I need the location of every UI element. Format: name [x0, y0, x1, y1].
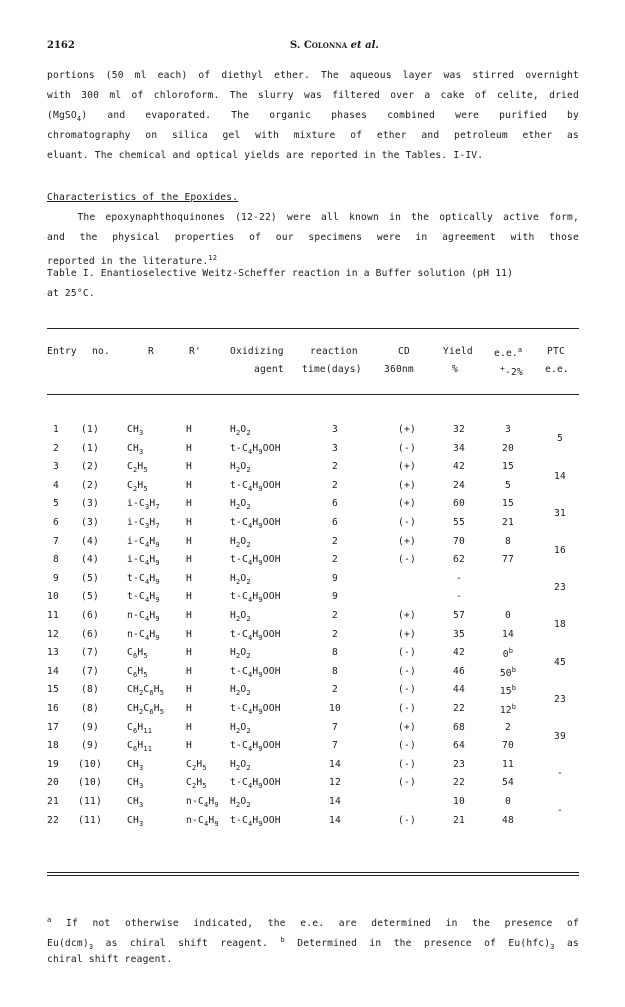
cell-cd: (+) — [398, 535, 416, 547]
footnote-line: $^a$ If not otherwise indicated, the e.e. are determined in the presence of — [47, 916, 579, 929]
table-body — [0, 424, 625, 864]
cell-agent: $t-C_4H_9OOH$ — [230, 628, 281, 642]
section-line: The epoxynaphthoquinones (12-22) were all known in the optically active form, — [47, 212, 579, 223]
cell-r: $C_6H_5$ — [127, 665, 148, 679]
cell-no: (8) — [81, 703, 99, 714]
cell-time: 14 — [329, 814, 341, 826]
cell-entry: 21 — [47, 796, 59, 807]
cell-ee: 15$^b$ — [499, 684, 517, 698]
cell-ee: 14 — [502, 628, 514, 640]
cell-time: 2 — [332, 479, 338, 491]
cell-yield: - — [456, 591, 462, 603]
cell-agent: $H_2O_2$ — [230, 647, 251, 661]
cell-entry: 9 — [53, 572, 59, 584]
table-header — [0, 346, 625, 386]
cell-entry: 20 — [47, 777, 59, 789]
cell-rp: H — [186, 628, 192, 640]
cell-no: (7) — [81, 647, 99, 659]
cell-time: 2 — [332, 554, 338, 566]
intro-paragraph — [47, 66, 579, 166]
cell-ee: 2 — [505, 721, 511, 733]
cell-ee: 77 — [502, 554, 514, 566]
header-ee-2: +-2% — [500, 364, 523, 378]
cell-rp: $n-C_4H_9$ — [186, 814, 219, 828]
cell-time: 6 — [332, 498, 338, 510]
cell-cd: (-) — [398, 665, 416, 677]
cell-ptc-ee: - — [557, 805, 563, 817]
header-ptc-2: e.e. — [545, 364, 569, 375]
cell-agent: $H_2O_2$ — [230, 684, 251, 698]
cell-entry: 19 — [47, 758, 59, 770]
cell-entry: 22 — [47, 814, 59, 826]
cell-ee: 5 — [505, 479, 511, 491]
cell-r: $t-C_4H_9$ — [127, 572, 160, 586]
cell-rp: H — [186, 442, 192, 454]
cell-time: 9 — [332, 591, 338, 603]
cell-time: 3 — [332, 442, 338, 454]
header-agent: Oxidizing — [230, 346, 284, 357]
cell-entry: 15 — [47, 684, 59, 696]
cell-yield: 21 — [453, 814, 465, 826]
cell-r: $CH_3$ — [127, 424, 144, 437]
cell-yield: 62 — [453, 554, 465, 566]
cell-ptc-ee: 5 — [557, 433, 563, 445]
running-title: S. Colonna et al. — [290, 40, 379, 51]
cell-ee: 3 — [505, 424, 511, 435]
cell-ee: 54 — [502, 777, 514, 789]
cell-ee: 15 — [502, 498, 514, 510]
section-line: reported in the literature.$^{12}$ — [47, 254, 218, 267]
cell-time: 9 — [332, 572, 338, 584]
cell-r: $C_2H_5$ — [127, 461, 148, 475]
cell-rp: H — [186, 479, 192, 491]
cell-rp: $n-C_4H_9$ — [186, 796, 219, 809]
cell-r: $i-C_3H_7$ — [127, 517, 160, 530]
cell-r: $CH_3$ — [127, 814, 144, 828]
cell-cd: (+) — [398, 479, 416, 491]
cell-yield: 32 — [453, 424, 465, 435]
cell-ee: 11 — [502, 758, 514, 770]
cell-no: (3) — [81, 517, 99, 528]
cell-agent: $t-C_4H_9OOH$ — [230, 554, 281, 568]
cell-no: (6) — [81, 628, 99, 640]
intro-line: with 300 ml of chloroform. The slurry was filtered over a cake of celite, dried — [47, 90, 579, 101]
cell-agent: $t-C_4H_9OOH$ — [230, 814, 281, 828]
cell-agent: $t-C_4H_9OOH$ — [230, 442, 281, 456]
header-entry: Entry — [47, 346, 77, 357]
cell-no: (7) — [81, 665, 99, 677]
cell-entry: 16 — [47, 703, 59, 714]
cell-yield: 23 — [453, 758, 465, 770]
cell-time: 3 — [332, 424, 338, 435]
cell-r: $i-C_4H_9$ — [127, 554, 160, 568]
cell-entry: 10 — [47, 591, 59, 603]
cell-cd: (+) — [398, 610, 416, 621]
cell-agent: $H_2O_2$ — [230, 610, 251, 623]
cell-cd: (-) — [398, 703, 416, 714]
cell-no: (2) — [81, 479, 99, 491]
cell-rp: H — [186, 572, 192, 584]
cell-yield: 64 — [453, 740, 465, 752]
cell-yield: 22 — [453, 777, 465, 789]
section-heading: Characteristics of the Epoxides. — [47, 192, 239, 203]
cell-yield: 70 — [453, 535, 465, 547]
cell-yield: 10 — [453, 796, 465, 807]
cell-r: $CH_3$ — [127, 796, 144, 809]
intro-line: (MgSO$_4$) and evaporated. The organic phases combined were purified by — [47, 110, 579, 123]
cell-agent: $t-C_4H_9OOH$ — [230, 665, 281, 679]
cell-ptc-ee: 23 — [554, 693, 566, 705]
cell-yield: 22 — [453, 703, 465, 714]
header-agent-2: agent — [254, 364, 284, 375]
cell-no: (5) — [81, 591, 99, 603]
cell-cd: (-) — [398, 814, 416, 826]
intro-line: chromatography on silica gel with mixture of ether and petroleum ether as — [47, 130, 579, 141]
cell-entry: 14 — [47, 665, 59, 677]
cell-entry: 4 — [53, 479, 59, 491]
cell-yield: 46 — [453, 665, 465, 677]
cell-yield: 24 — [453, 479, 465, 491]
intro-line: portions (50 ml each) of diethyl ether. The aqueous layer was stirred overnight — [47, 70, 579, 81]
cell-agent: $t-C_4H_9OOH$ — [230, 703, 281, 716]
cell-agent: $H_2O_2$ — [230, 721, 251, 735]
table-bottom-rule-2 — [47, 875, 579, 876]
cell-cd: (-) — [398, 647, 416, 659]
footnote-line: $Eu(dcm)_3$ as chiral shift reagent. $^b$ Determined in the presence of $Eu(hfc)_3$ as — [47, 936, 579, 951]
cell-yield: 34 — [453, 442, 465, 454]
footnote-line: chiral shift reagent. — [47, 954, 173, 965]
cell-cd: (+) — [398, 461, 416, 473]
cell-r: $C_2H_5$ — [127, 479, 148, 493]
header-yield: Yield — [443, 346, 473, 357]
table-top-rule — [47, 328, 579, 329]
cell-time: 10 — [329, 703, 341, 714]
cell-no: (4) — [81, 535, 99, 547]
cell-no: (9) — [81, 721, 99, 733]
header-yield-2: % — [452, 364, 458, 375]
cell-no: (11) — [78, 796, 102, 807]
cell-agent: $H_2O_2$ — [230, 796, 251, 809]
cell-ptc-ee: 14 — [554, 470, 566, 482]
cell-r: $CH_3$ — [127, 777, 144, 791]
cell-entry: 6 — [53, 517, 59, 528]
cell-agent: $H_2O_2$ — [230, 461, 251, 475]
cell-cd: (+) — [398, 424, 416, 435]
cell-time: 2 — [332, 461, 338, 473]
cell-rp: $C_2H_5$ — [186, 777, 207, 791]
cell-cd: (-) — [398, 758, 416, 770]
cell-agent: $H_2O_2$ — [230, 758, 251, 772]
table-caption — [47, 264, 579, 304]
cell-yield: 42 — [453, 461, 465, 473]
cell-cd: (-) — [398, 777, 416, 789]
cell-ptc-ee: 31 — [554, 507, 566, 519]
header-ptc: PTC — [547, 346, 565, 357]
section-paragraph — [47, 208, 579, 268]
cell-yield: 60 — [453, 498, 465, 510]
cell-time: 2 — [332, 628, 338, 640]
cell-no: (10) — [78, 758, 102, 770]
cell-agent: $H_2O_2$ — [230, 535, 251, 549]
cell-agent: $t-C_4H_9OOH$ — [230, 517, 281, 530]
cell-yield: 57 — [453, 610, 465, 621]
cell-no: (5) — [81, 572, 99, 584]
cell-no: (10) — [78, 777, 102, 789]
cell-ee: 8 — [505, 535, 511, 547]
cell-r: $C_6H_{11}$ — [127, 721, 153, 735]
cell-r: $CH_2C_6H_5$ — [127, 703, 165, 716]
cell-no: (11) — [78, 814, 102, 826]
cell-agent: $t-C_4H_9OOH$ — [230, 740, 281, 754]
cell-r: $CH_3$ — [127, 442, 144, 456]
cell-rp: H — [186, 740, 192, 752]
cell-r: $CH_3$ — [127, 758, 144, 772]
cell-cd: (-) — [398, 740, 416, 752]
cell-time: 12 — [329, 777, 341, 789]
cell-time: 8 — [332, 647, 338, 659]
cell-cd: (-) — [398, 442, 416, 454]
cell-r: $C_6H_5$ — [127, 647, 148, 661]
cell-r: $C_6H_{11}$ — [127, 740, 153, 754]
cell-r: $n-C_4H_9$ — [127, 610, 160, 623]
cell-no: (8) — [81, 684, 99, 696]
cell-cd: (+) — [398, 498, 416, 510]
cell-agent: $H_2O_2$ — [230, 424, 251, 437]
cell-ptc-ee: - — [557, 768, 563, 780]
header-r-prime: R' — [189, 346, 201, 357]
cell-ee: 50$^b$ — [499, 665, 517, 679]
table-bottom-rule — [47, 872, 579, 873]
cell-no: (1) — [81, 442, 99, 454]
cell-rp: H — [186, 684, 192, 696]
cell-entry: 7 — [53, 535, 59, 547]
cell-cd: (-) — [398, 684, 416, 696]
cell-entry: 17 — [47, 721, 59, 733]
cell-time: 2 — [332, 684, 338, 696]
cell-agent: $H_2O_2$ — [230, 498, 251, 512]
cell-rp: H — [186, 517, 192, 528]
cell-cd: (-) — [398, 517, 416, 528]
cell-time: 2 — [332, 610, 338, 621]
cell-no: (6) — [81, 610, 99, 621]
cell-rp: H — [186, 424, 192, 435]
cell-ee: 20 — [502, 442, 514, 454]
caption-line: at 25°C. — [47, 288, 95, 299]
cell-yield: 42 — [453, 647, 465, 659]
cell-time: 2 — [332, 535, 338, 547]
cell-r: $i-C_4H_9$ — [127, 535, 160, 549]
cell-ee: 0 — [505, 610, 511, 621]
cell-entry: 13 — [47, 647, 59, 659]
cell-ee: 15 — [502, 461, 514, 473]
cell-agent: $H_2O_2$ — [230, 572, 251, 586]
footnotes — [47, 910, 579, 970]
cell-no: (2) — [81, 461, 99, 473]
cell-ptc-ee: 45 — [554, 656, 566, 668]
cell-rp: H — [186, 610, 192, 621]
header-time: reaction — [310, 346, 358, 357]
cell-entry: 5 — [53, 498, 59, 510]
cell-ptc-ee: 18 — [554, 619, 566, 631]
cell-ptc-ee: 23 — [554, 582, 566, 594]
cell-yield: - — [456, 572, 462, 584]
cell-rp: H — [186, 591, 192, 603]
cell-ee: 0$^b$ — [502, 647, 514, 661]
cell-entry: 18 — [47, 740, 59, 752]
cell-cd: (+) — [398, 628, 416, 640]
header-no: no. — [92, 346, 110, 357]
cell-entry: 3 — [53, 461, 59, 473]
cell-no: (9) — [81, 740, 99, 752]
page-number: 2162 — [47, 40, 75, 51]
cell-entry: 8 — [53, 554, 59, 566]
cell-time: 7 — [332, 740, 338, 752]
cell-rp: H — [186, 498, 192, 510]
cell-rp: H — [186, 665, 192, 677]
cell-r: $t-C_4H_9$ — [127, 591, 160, 605]
cell-time: 8 — [332, 665, 338, 677]
cell-rp: $C_2H_5$ — [186, 758, 207, 772]
cell-r: $n-C_4H_9$ — [127, 628, 160, 642]
cell-no: (1) — [81, 424, 99, 435]
cell-cd: (-) — [398, 554, 416, 566]
cell-ptc-ee: 16 — [554, 544, 566, 556]
header-r: R — [148, 346, 154, 357]
cell-ee: 48 — [502, 814, 514, 826]
cell-no: (3) — [81, 498, 99, 510]
cell-ee: 21 — [502, 517, 514, 528]
cell-time: 14 — [329, 796, 341, 807]
cell-rp: H — [186, 554, 192, 566]
cell-entry: 12 — [47, 628, 59, 640]
cell-entry: 11 — [47, 610, 59, 621]
cell-no: (4) — [81, 554, 99, 566]
cell-ee: 0 — [505, 796, 511, 807]
cell-time: 6 — [332, 517, 338, 528]
cell-agent: $t-C_4H_9OOH$ — [230, 777, 281, 791]
cell-agent: $t-C_4H_9OOH$ — [230, 591, 281, 605]
table-header-rule — [47, 394, 579, 395]
cell-agent: $t-C_4H_9OOH$ — [230, 479, 281, 493]
header-cd-2: 360nm — [384, 364, 414, 375]
cell-r: $i-C_3H_7$ — [127, 498, 160, 512]
header-cd: CD — [398, 346, 410, 357]
header-time-2: time(days) — [302, 364, 362, 375]
cell-ee: 12$^b$ — [499, 703, 517, 716]
cell-rp: H — [186, 461, 192, 473]
section-line: and the physical properties of our specimens were in agreement with those — [47, 232, 579, 243]
cell-cd: (+) — [398, 721, 416, 733]
cell-yield: 35 — [453, 628, 465, 640]
cell-time: 14 — [329, 758, 341, 770]
cell-rp: H — [186, 535, 192, 547]
header-ee: e.e.$^a$ — [494, 346, 523, 359]
cell-yield: 44 — [453, 684, 465, 696]
cell-ptc-ee: 39 — [554, 730, 566, 742]
cell-rp: H — [186, 703, 192, 714]
cell-time: 7 — [332, 721, 338, 733]
cell-ee: 70 — [502, 740, 514, 752]
cell-entry: 2 — [53, 442, 59, 454]
cell-yield: 68 — [453, 721, 465, 733]
cell-rp: H — [186, 721, 192, 733]
caption-line: Table I. Enantioselective Weitz-Scheffer reaction in a Buffer solution (pH 11) — [47, 268, 514, 279]
cell-rp: H — [186, 647, 192, 659]
cell-entry: 1 — [53, 424, 59, 435]
cell-r: $CH_2C_6H_5$ — [127, 684, 165, 698]
intro-line: eluant. The chemical and optical yields are reported in the Tables. I-IV. — [47, 150, 484, 161]
cell-yield: 55 — [453, 517, 465, 528]
